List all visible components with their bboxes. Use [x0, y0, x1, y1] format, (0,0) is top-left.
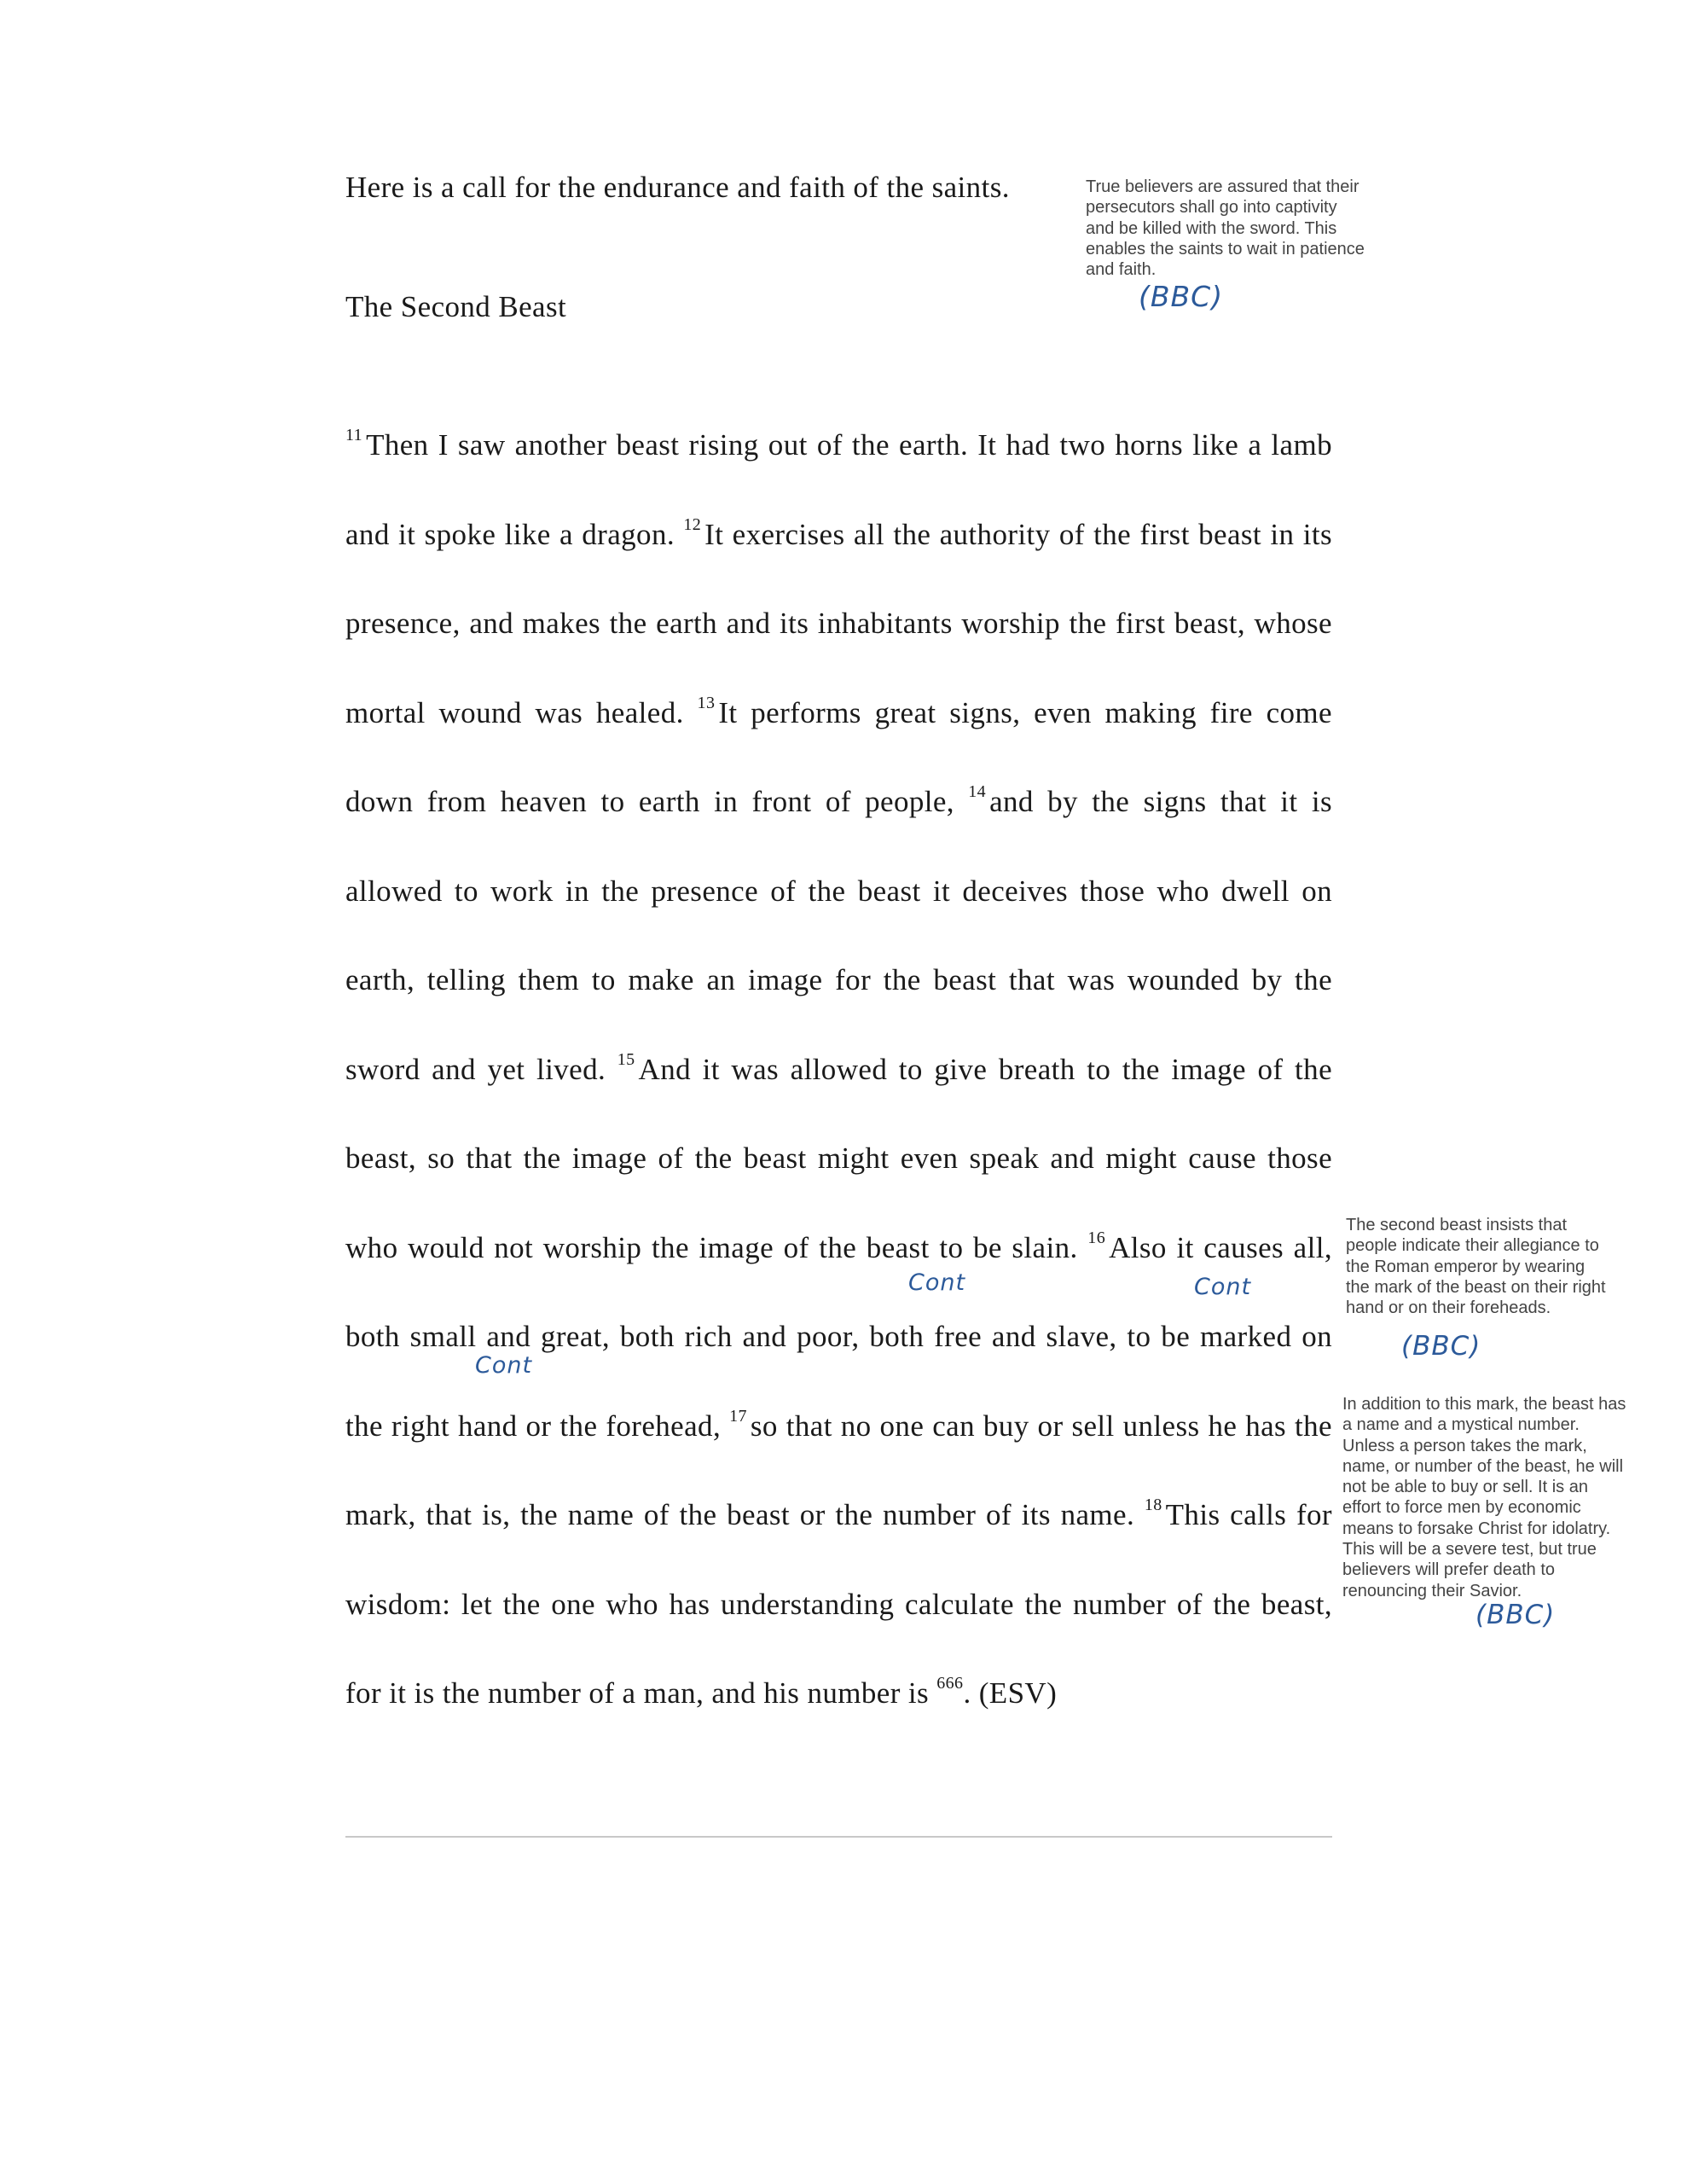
verse-12-text: It exercises all the authority of the first beast in its presence, and makes the earth and its inhabitants worship the first beast, whose mortal wound was healed.: [345, 517, 1332, 729]
footer-divider: [345, 1836, 1332, 1838]
intro-line: Here is a call for the endurance and faith of the saints.: [345, 171, 1010, 204]
verse-number-16: 16: [1087, 1228, 1106, 1247]
margin-note-allegiance: The second beast insists that people indicate their allegiance to the Roman emperor by wearing the mark of the beast on their right hand or on their foreheads.: [1346, 1216, 1606, 1318]
verse-15-text: And it was allowed to give breath to the image of the beast, so that the image of the beast might even speak and might cause those who would not worship the image of the beast to be slain.: [345, 1052, 1333, 1264]
verse-18-text: This calls for wisdom: let the one who has understanding calculate the number of the beast, for it is the number of a man, and his number is: [345, 1498, 1332, 1710]
verse-number-11: 11: [345, 426, 363, 445]
verse-14-text: and by the signs that it is allowed to work in the presence of the beast it deceives those who dwell on earth, telling them to make an image for the beast that was wounded by the sword and yet lived.: [345, 785, 1332, 1086]
verse-number-14: 14: [968, 782, 987, 802]
verse-16-text: Also it causes all, both small and great, both rich and poor, both free and slave, to be marked on the right hand or the forehead,: [345, 1230, 1333, 1443]
verse-11-text: Then I saw another beast rising out of the earth. It had two horns like a lamb and it spoke like a dragon.: [345, 428, 1332, 551]
verse-number-17: 17: [729, 1406, 747, 1426]
scripture-passage: [345, 401, 1332, 1739]
handwritten-cont-free-and: Cont: [475, 1352, 533, 1379]
verse-number-15: 15: [617, 1049, 635, 1069]
verse-number-18: 18: [1144, 1496, 1162, 1515]
handwritten-bbc-note-1: (BBC): [1139, 280, 1224, 313]
handwritten-cont-small-and: Cont: [908, 1269, 966, 1296]
handwritten-bbc-note-2: (BBC): [1401, 1331, 1481, 1362]
verse-17-text: so that no one can buy or sell unless he has the mark, that is, the name of the beast or the number of its name.: [345, 1409, 1332, 1531]
verse-13-text: It performs great signs, even making fire come down from heaven to earth in front of people,: [345, 695, 1332, 818]
section-heading: The Second Beast: [345, 290, 567, 323]
verse-number-13: 13: [697, 693, 716, 712]
handwritten-bbc-note-3: (BBC): [1475, 1600, 1556, 1630]
margin-note-endurance: True believers are assured that their persecutors shall go into captivity and be killed with the sword. This enables the saints to wait in patience and faith.: [1086, 177, 1365, 280]
margin-note-mark-name-number: In addition to this mark, the beast has a name and a mystical number. Unless a person takes the mark, name, or number of the beast, he will not be able to buy or sell. It is an effort to force men by economic means to forsake Christ for idolatry. This will be a severe test, but true believers will prefer death to renouncing their Savior.: [1342, 1395, 1626, 1600]
verse-number-12: 12: [683, 514, 702, 534]
passage-ending: . (ESV): [963, 1676, 1058, 1710]
handwritten-cont-and-poor: Cont: [1194, 1274, 1252, 1300]
footnote-number: 666: [936, 1674, 964, 1693]
